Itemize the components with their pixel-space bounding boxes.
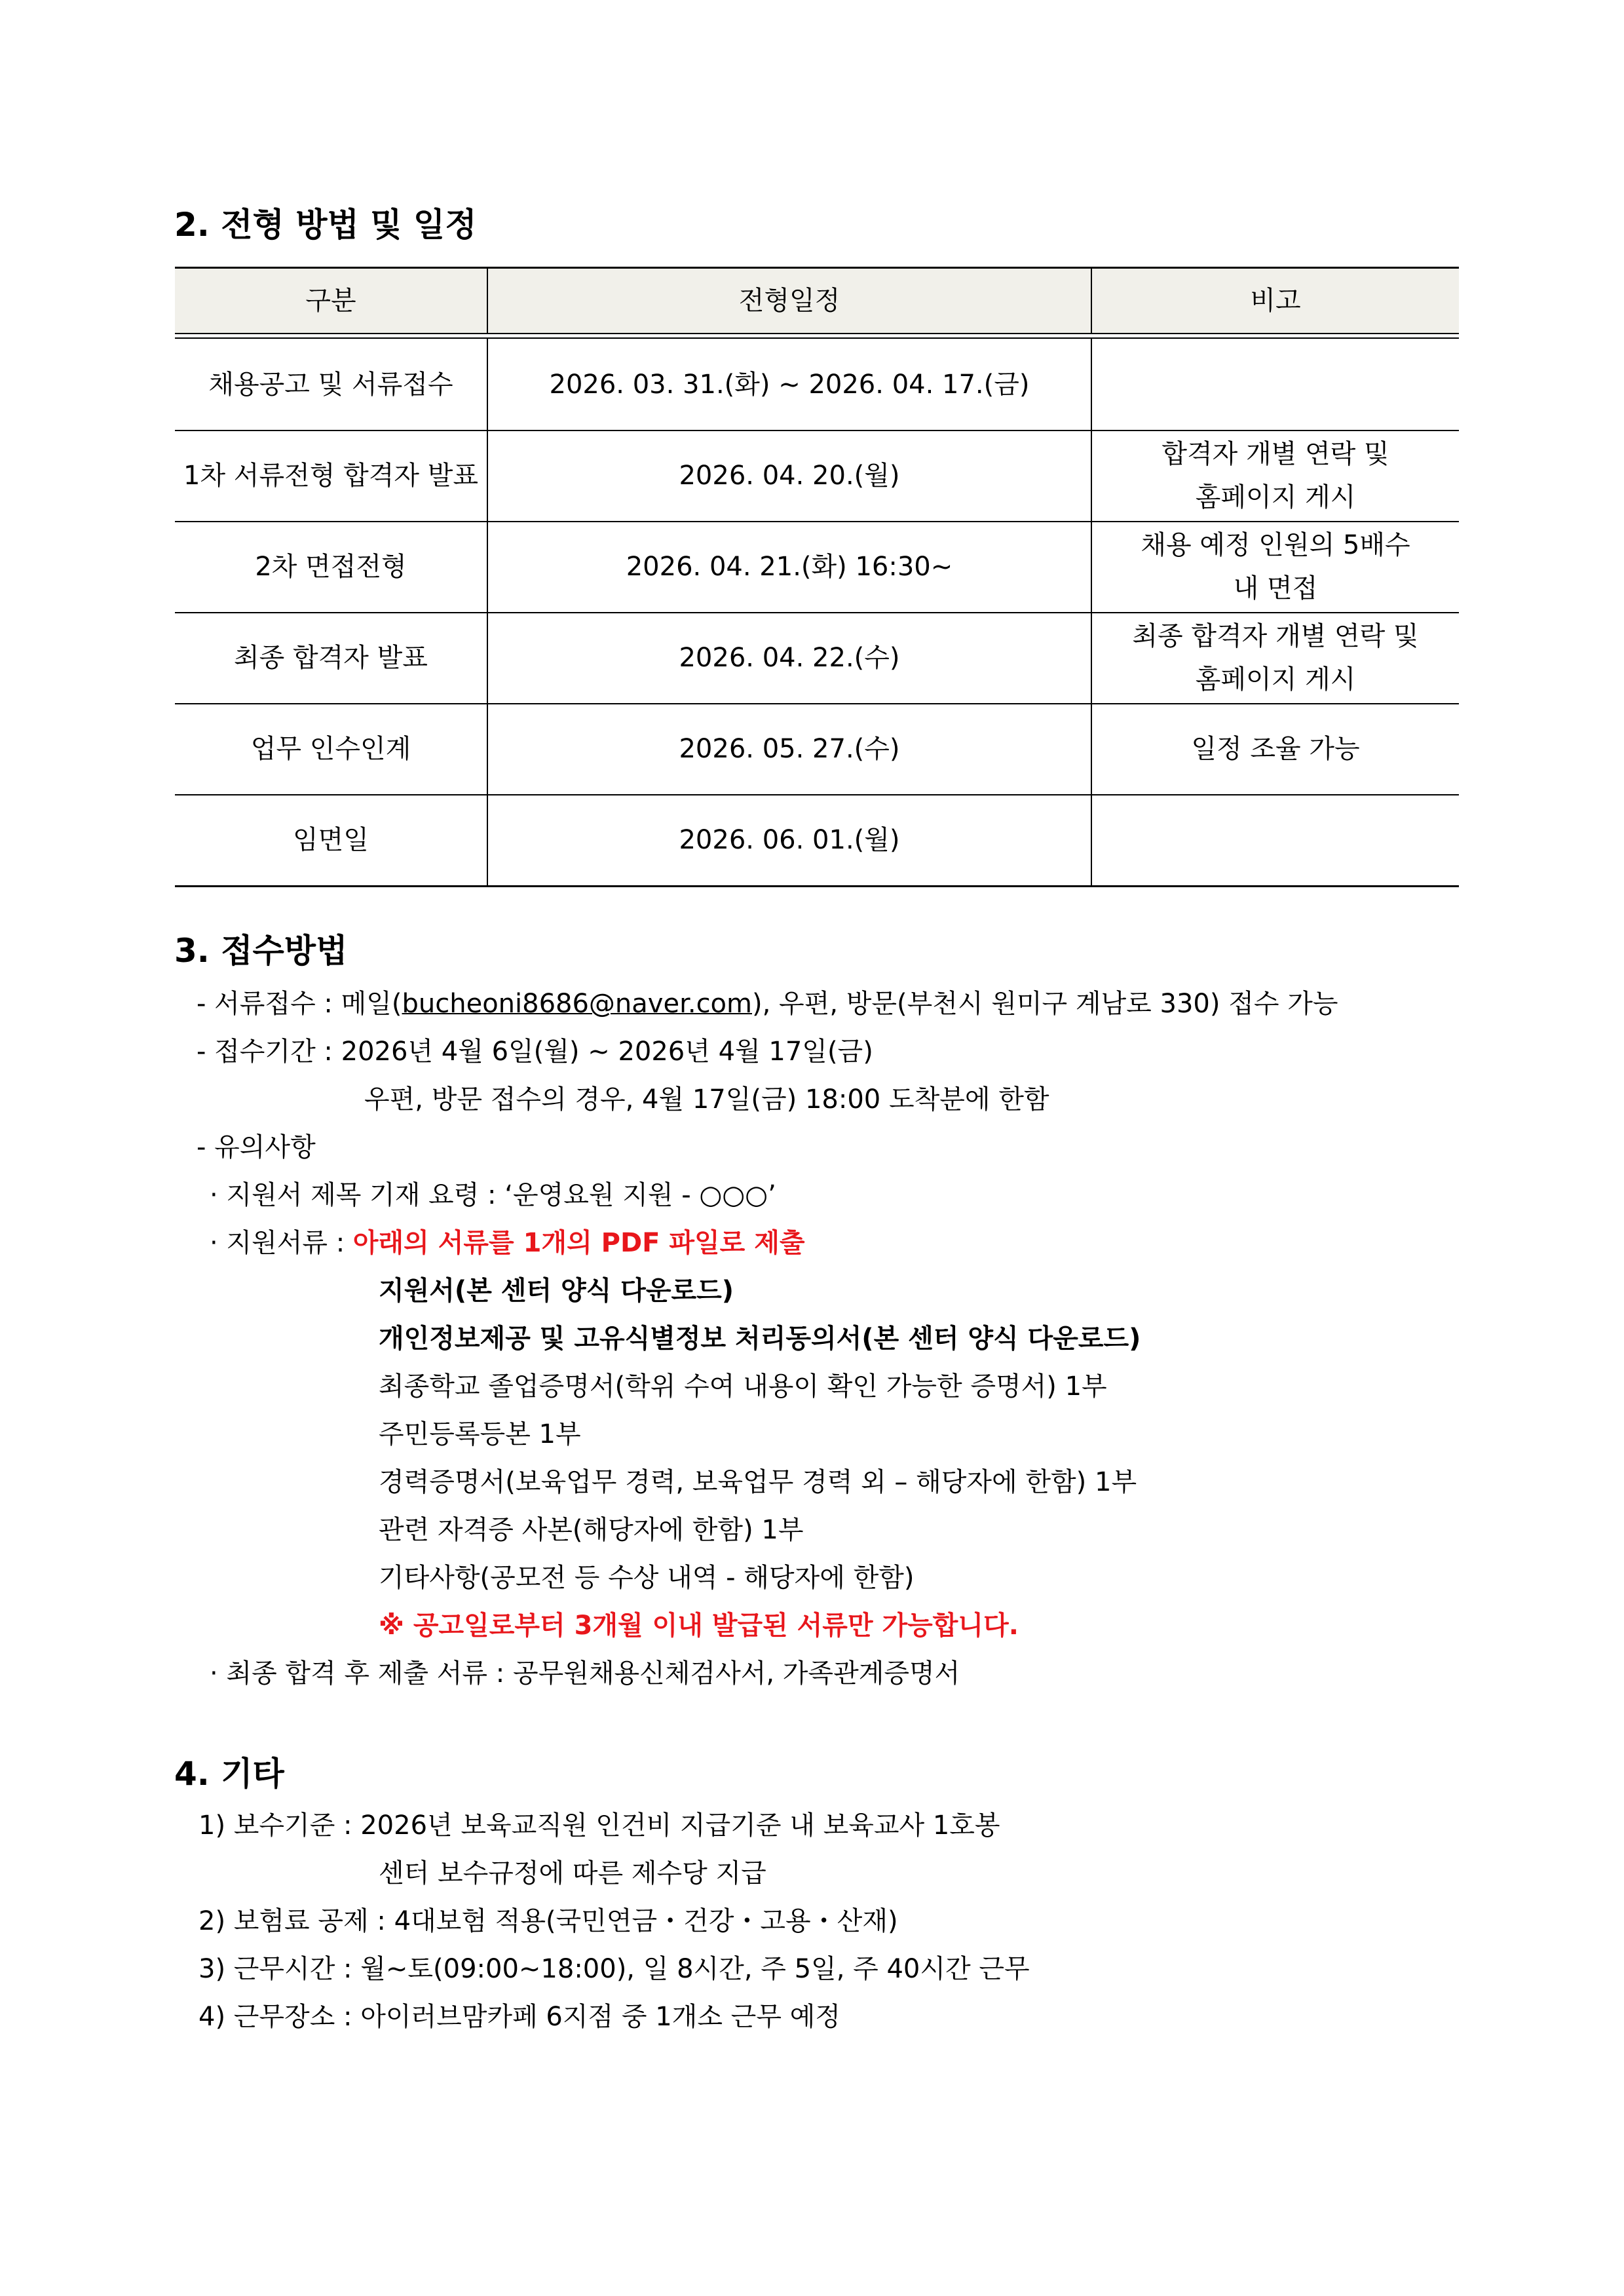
etc-item: 2) 보험료 공제 : 4대보험 적용(국민연금・건강・고용・산재) [198,1906,898,1936]
table-header-row [175,267,1459,333]
notice-label: - 유의사항 [197,1132,316,1162]
row-stage: 최종 합격자 발표 [175,612,488,703]
section-4-title: 4. 기타 [174,1755,284,1793]
row-note-line: 합격자 개별 연락 및 [1161,438,1389,469]
doc-item: 지원서(본 센터 양식 다운로드) [379,1276,734,1306]
doc-item: 주민등록등본 1부 [379,1419,581,1449]
row-schedule: 2026. 04. 22.(수) [488,612,1092,703]
row-schedule: 2026. 05. 27.(수) [488,703,1092,794]
table-row [175,703,1459,795]
doc-item: 개인정보제공 및 고유식별정보 처리동의서(본 센터 양식 다운로드) [379,1324,1141,1354]
docs-receipt-suffix: ), 우편, 방문(부천시 원미구 계남로 330) 접수 가능 [752,989,1338,1019]
title-rule: · 지원서 제목 기재 요령 : ‘운영요원 지원 - ○○○’ [210,1180,776,1210]
row-note [1092,703,1459,794]
header-category: 구분 [175,269,488,333]
docs-highlight: 아래의 서류를 1개의 PDF 파일로 제출 [352,1228,805,1258]
row-stage: 1차 서류전형 합격자 발표 [175,430,488,521]
row-note-line: 최종 합격자 개별 연락 및 [1132,621,1419,651]
row-schedule: 2026. 03. 31.(화) ~ 2026. 04. 17.(금) [488,339,1092,430]
table-row [175,794,1459,887]
table-row [175,339,1459,431]
header-schedule: 전형일정 [488,269,1092,333]
doc-item: 경력증명서(보육업무 경력, 보육업무 경력 외 – 해당자에 한함) 1부 [379,1467,1137,1497]
docs-label: · 지원서류 : [210,1228,353,1258]
table-row [175,521,1459,613]
header-divider [175,333,1459,334]
doc-item: 관련 자격증 사본(해당자에 한함) 1부 [379,1515,804,1545]
row-note-line: 홈페이지 게시 [1195,664,1356,695]
docs-warning: ※ 공고일로부터 3개월 이내 발급된 서류만 가능합니다. [379,1611,1019,1641]
row-note [1092,339,1459,430]
docs-receipt-prefix: - 서류접수 : 메일( [197,989,402,1019]
row-note [1092,521,1459,612]
row-stage: 채용공고 및 서류접수 [175,339,488,430]
docs-line [210,1230,805,1256]
row-stage: 임면일 [175,794,488,885]
row-note [1092,430,1459,521]
row-schedule: 2026. 04. 21.(화) 16:30~ [488,521,1092,612]
row-note [1092,612,1459,703]
period-line-1: - 접수기간 : 2026년 4월 6일(월) ~ 2026년 4월 17일(금) [197,1037,873,1067]
row-schedule: 2026. 06. 01.(월) [488,794,1092,885]
row-note-line: 홈페이지 게시 [1195,482,1356,512]
row-stage: 업무 인수인계 [175,703,488,794]
header-note: 비고 [1250,286,1301,316]
row-note-line: 내 면접 [1233,573,1318,603]
etc-item: 3) 근무시간 : 월~토(09:00~18:00), 일 8시간, 주 5일, 주 40시간 근무 [198,1954,1030,1984]
email-link[interactable]: bucheoni8686@naver.com [402,989,752,1019]
period-line-2: 우편, 방문 접수의 경우, 4월 17일(금) 18:00 도착분에 한함 [364,1084,1049,1115]
row-note-line: 일정 조율 가능 [1191,733,1360,764]
doc-item: 기타사항(공모전 등 수상 내역 - 해당자에 한함) [379,1563,915,1593]
row-note [1092,794,1459,885]
section-2-title: 2. 전형 방법 및 일정 [174,206,477,244]
section-3-title: 3. 접수방법 [174,932,348,970]
row-stage: 2차 면접전형 [175,521,488,612]
doc-item: 최종학교 졸업증명서(학위 수여 내용이 확인 가능한 증명서) 1부 [379,1371,1107,1402]
row-schedule: 2026. 04. 20.(월) [488,430,1092,521]
table-row [175,612,1459,704]
etc-item: 센터 보수규정에 따른 제수당 지급 [379,1858,766,1888]
final-docs: · 최종 합격 후 제출 서류 : 공무원채용신체검사서, 가족관계증명서 [210,1658,960,1689]
etc-item: 1) 보수기준 : 2026년 보육교직원 인건비 지급기준 내 보육교사 1호봉 [198,1810,1000,1841]
row-note-line: 채용 예정 인원의 5배수 [1141,529,1410,560]
table-row [175,430,1459,522]
etc-item: 4) 근무장소 : 아이러브맘카페 6지점 중 1개소 근무 예정 [198,2002,840,2032]
docs-receipt-line [197,991,1338,1017]
